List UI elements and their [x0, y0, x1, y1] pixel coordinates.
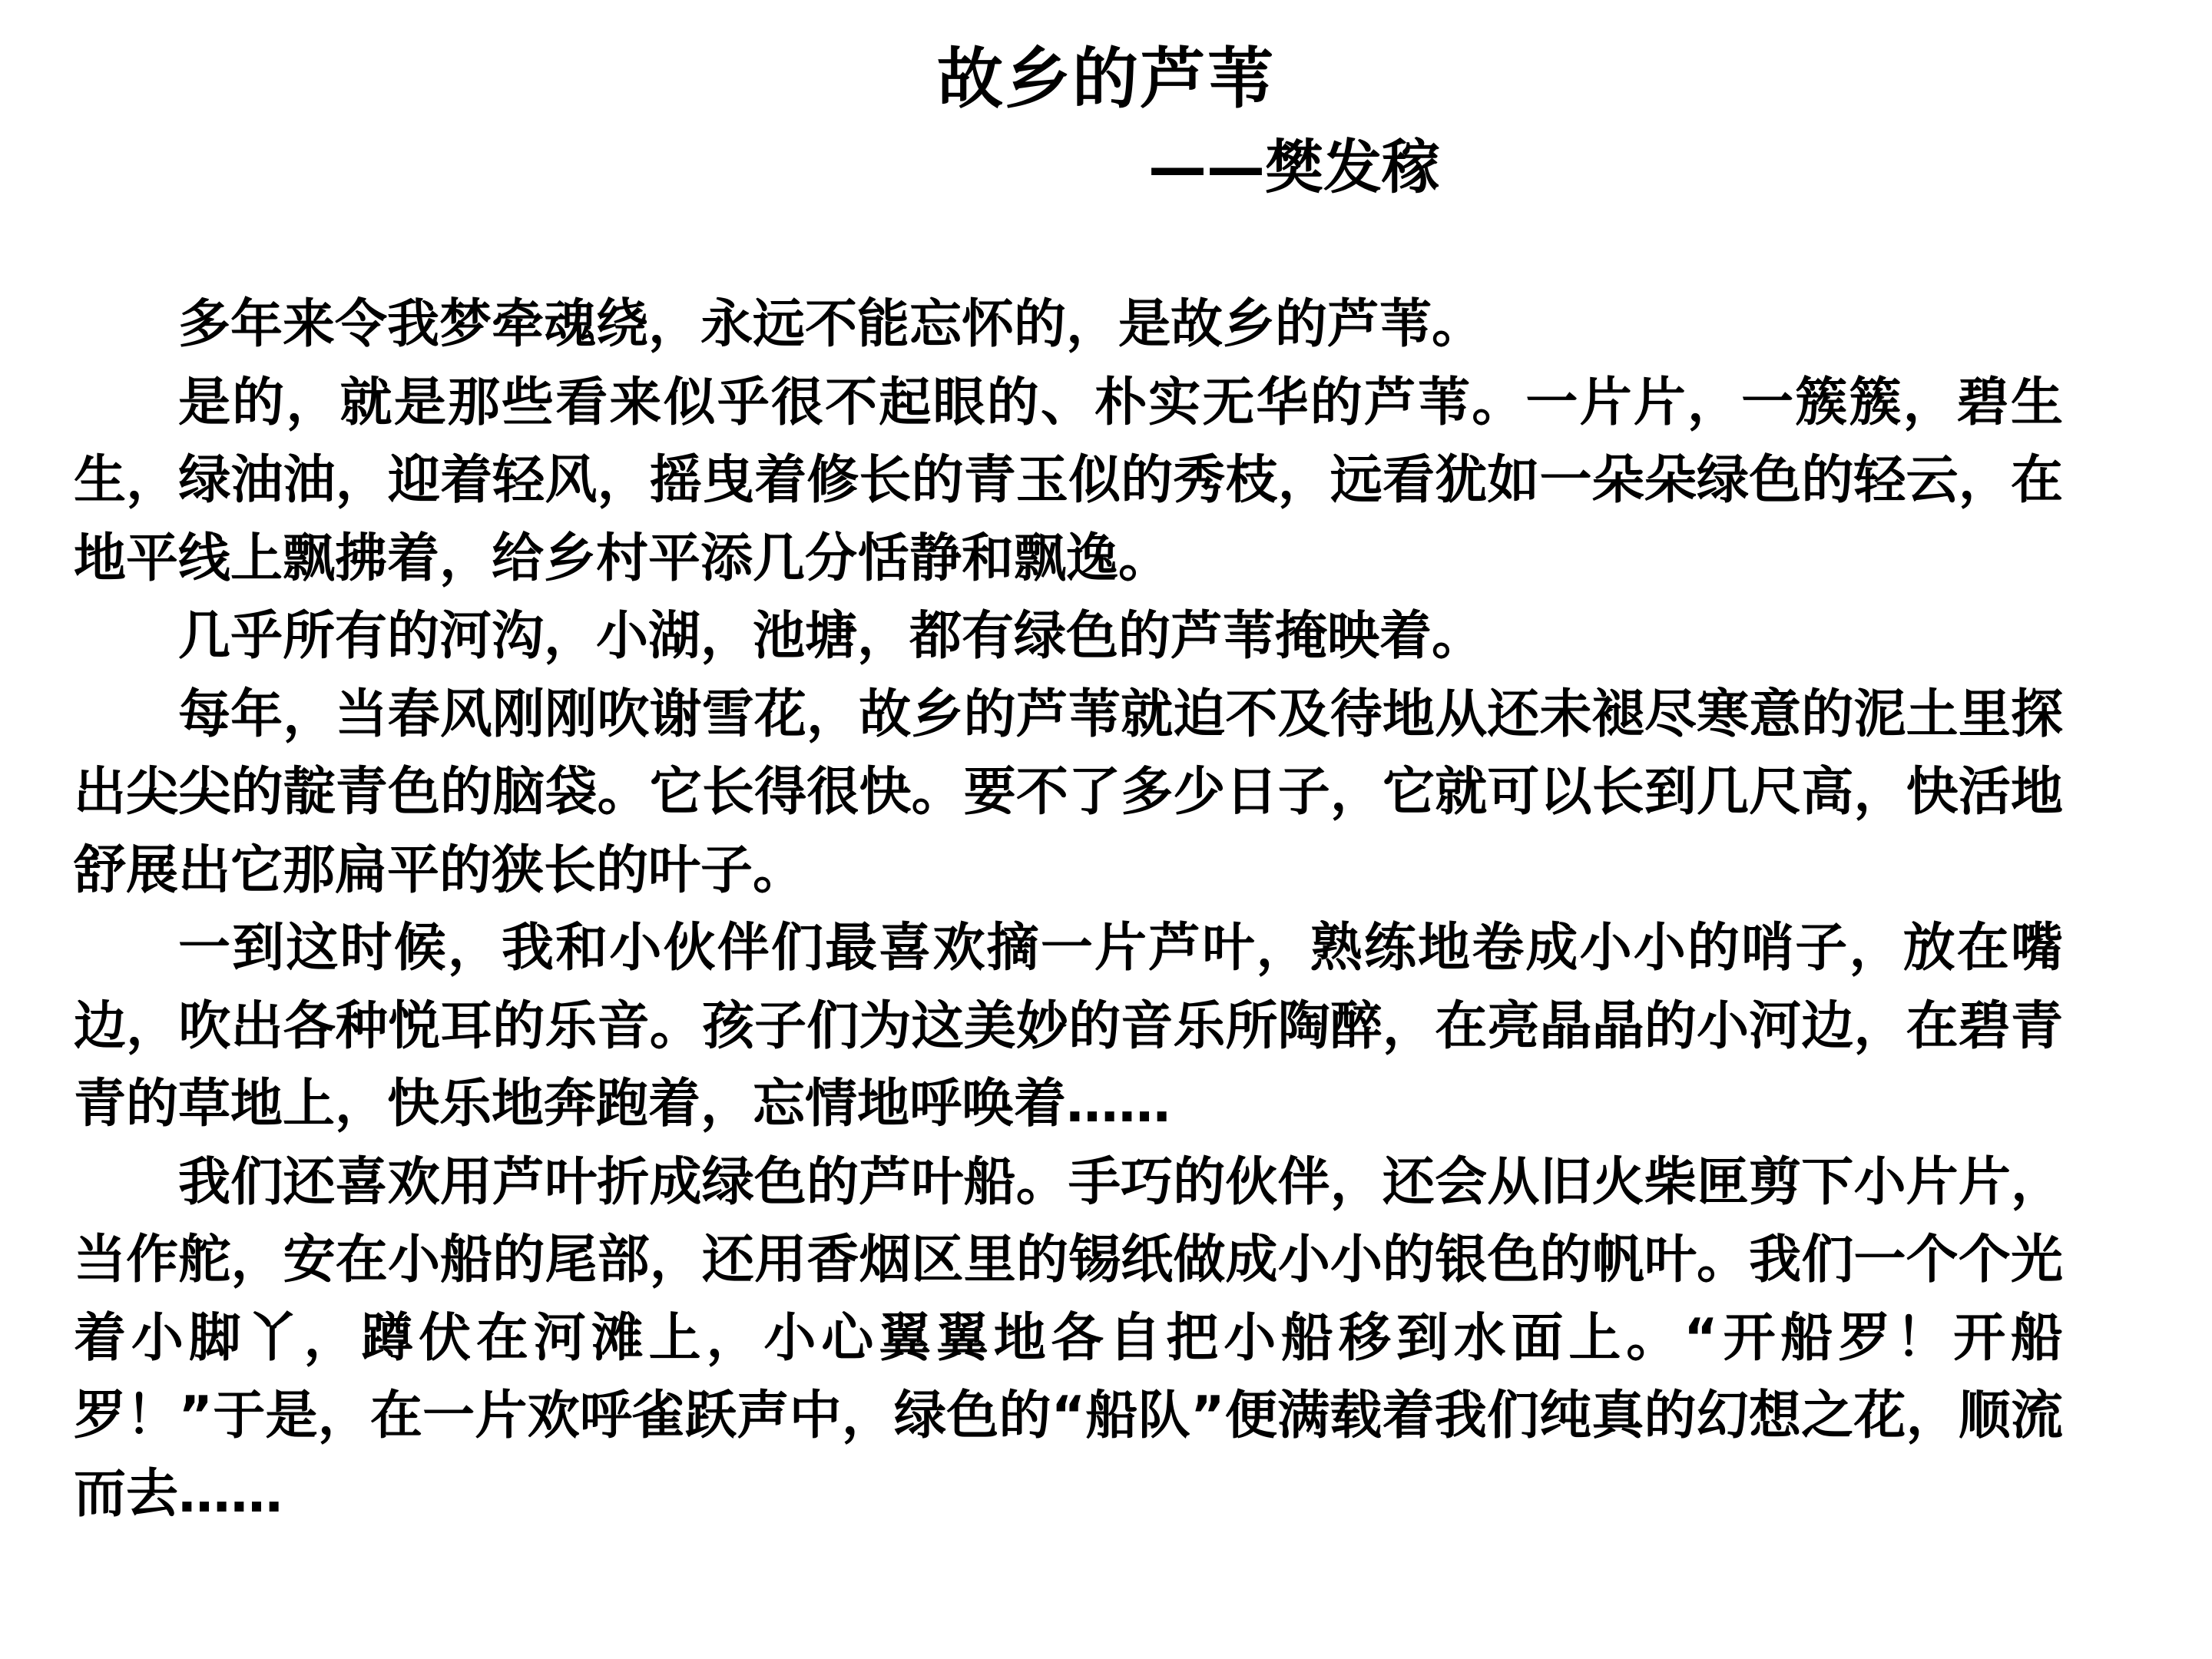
paragraph: 多年来令我梦牵魂绕，永远不能忘怀的，是故乡的芦苇。 [178, 294, 1485, 355]
paragraph: 是的，就是那些看来似乎很不起眼的、朴实无华的芦苇。一片片，一簇簇，碧生生，绿油油，迎着轻风，摇曳着修长的青玉似的秀枝，远看犹如一朵朵绿色的轻云，在地平线上飘拂着，给乡村平添几分恬静和飘逸。 [74, 372, 2063, 589]
author-line: ——樊发稼 [1148, 133, 1440, 201]
article-body [74, 286, 2063, 1533]
paragraph: 一到这时候，我和小伙伴们最喜欢摘一片芦叶，熟练地卷成小小的哨子，放在嘴边，吹出各种悦耳的乐音。孩子们为这美妙的音乐所陶醉，在亮晶晶的小河边，在碧青青的草地上，快乐地奔跑着，忘情地呼唤着…… [74, 918, 2063, 1134]
paragraph: 几乎所有的河沟，小湖，池塘，都有绿色的芦苇掩映着。 [178, 606, 1485, 667]
document-title: 故乡的芦苇 [937, 41, 1275, 118]
paragraph: 我们还喜欢用芦叶折成绿色的芦叶船。手巧的伙伴，还会从旧火柴匣剪下小片片，当作舵，安在小船的尾部，还用香烟区里的锡纸做成小小的银色的帆叶。我们一个个光着小脚丫，蹲伏在河滩上，小心翼翼地各自把小船移到水面上。“开船罗！开船罗！”于是，在一片欢呼雀跃声中，绿色的“船队”便满载着我们纯真的幻想之花，顺流而去…… [74, 1151, 2063, 1525]
paragraph: 每年，当春风刚刚吹谢雪花，故乡的芦苇就迫不及待地从还未褪尽寒意的泥土里探出尖尖的靛青色的脑袋。它长得很快。要不了多少日子，它就可以长到几尺高，快活地舒展出它那扁平的狭长的叶子。 [74, 684, 2063, 901]
